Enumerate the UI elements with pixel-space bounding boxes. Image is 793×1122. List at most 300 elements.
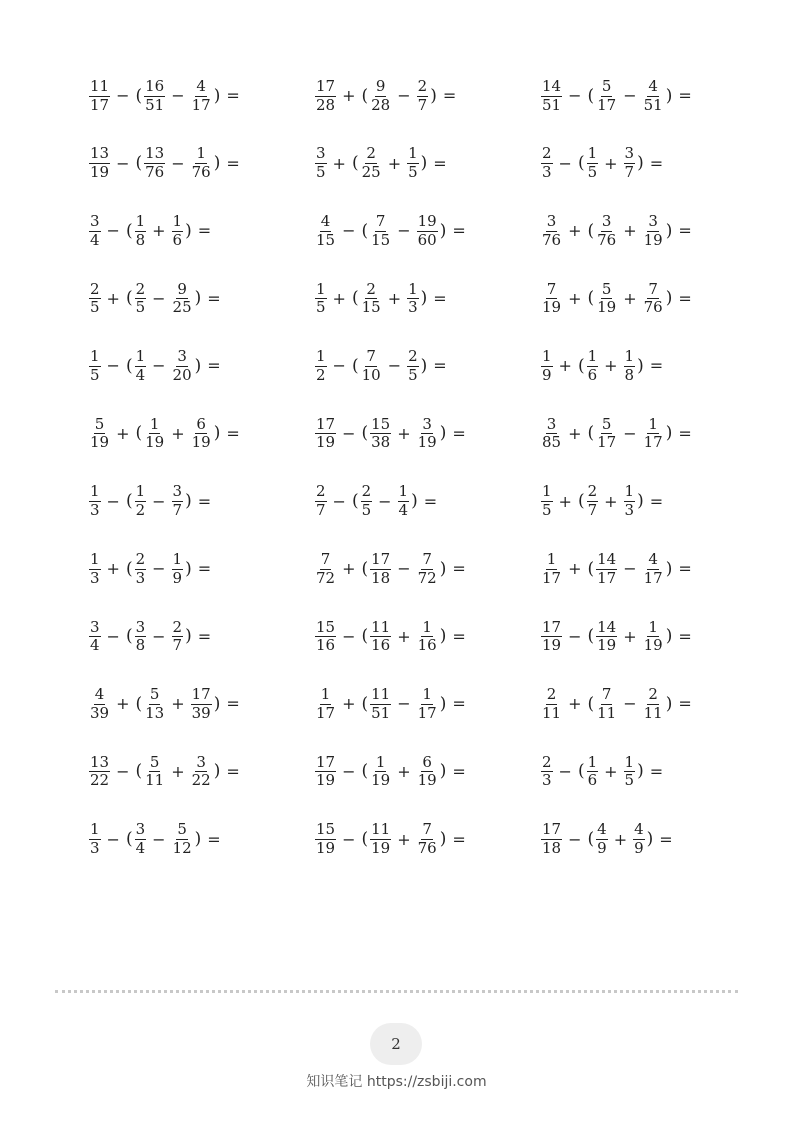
- denominator: 51: [371, 703, 391, 722]
- equals-sign: =: [207, 356, 221, 376]
- denominator: 5: [90, 298, 100, 317]
- fraction-second: [370, 617, 391, 655]
- open-paren: (: [125, 558, 133, 579]
- denominator: 17: [597, 95, 617, 114]
- fraction-second: [135, 279, 147, 317]
- open-paren: (: [587, 85, 595, 106]
- denominator: 5: [361, 501, 372, 520]
- close-paren: ): [420, 288, 428, 309]
- numerator: 9: [177, 279, 187, 298]
- denominator: 3: [135, 568, 146, 587]
- fraction-third: [172, 617, 184, 655]
- fraction-second: [144, 414, 165, 452]
- denominator: 19: [597, 298, 617, 317]
- denominator: 19: [597, 636, 617, 655]
- fraction-second: [370, 549, 391, 587]
- equals-sign: =: [197, 221, 212, 241]
- denominator: 19: [643, 636, 663, 655]
- numerator: 1: [196, 144, 206, 163]
- open-paren: (: [135, 693, 143, 714]
- operator: +: [568, 694, 582, 714]
- operator: −: [397, 559, 411, 579]
- problem-item: [88, 336, 314, 396]
- numerator: 7: [366, 347, 376, 366]
- problem-item: [540, 674, 708, 734]
- fraction-third: [417, 752, 438, 790]
- close-paren: ): [637, 761, 644, 782]
- operator: −: [342, 626, 356, 646]
- numerator: 1: [149, 414, 160, 433]
- operator: −: [558, 153, 572, 173]
- numerator: 3: [624, 144, 635, 163]
- denominator: 19: [417, 433, 437, 452]
- operator: −: [342, 829, 356, 849]
- fraction-third: [417, 211, 438, 249]
- fraction-second: [596, 279, 617, 317]
- numerator: 13: [90, 752, 110, 771]
- operator: −: [152, 626, 166, 646]
- operator: +: [342, 86, 356, 105]
- denominator: 19: [191, 433, 211, 452]
- close-paren: ): [213, 85, 221, 106]
- fraction-second: [596, 76, 617, 114]
- fraction-first: [315, 76, 336, 114]
- numerator: 17: [371, 549, 391, 568]
- fraction-third: [172, 349, 193, 384]
- operator: −: [116, 153, 130, 173]
- numerator: 2: [587, 482, 598, 501]
- numerator: 15: [371, 414, 391, 433]
- close-paren: ): [185, 626, 192, 647]
- operator: −: [623, 86, 637, 105]
- operator: −: [152, 491, 166, 511]
- close-paren: ): [439, 423, 447, 444]
- problem-item: [88, 674, 314, 734]
- fraction-first: [89, 279, 101, 317]
- open-paren: (: [587, 220, 595, 241]
- fraction-third: [191, 687, 212, 722]
- close-paren: ): [439, 220, 447, 241]
- numerator: 5: [601, 76, 612, 95]
- denominator: 4: [398, 501, 409, 520]
- problem-item: [88, 201, 314, 261]
- numerator: 17: [316, 752, 336, 771]
- close-paren: ): [665, 288, 673, 309]
- denominator: 12: [172, 839, 192, 858]
- open-paren: (: [361, 558, 369, 579]
- denominator: 10: [361, 365, 381, 384]
- fraction-second: [135, 349, 147, 384]
- numerator: 4: [648, 549, 658, 568]
- denominator: 18: [542, 839, 562, 858]
- numerator: 17: [542, 617, 562, 636]
- numerator: 11: [90, 76, 110, 95]
- numerator: 17: [542, 820, 562, 839]
- operator: −: [397, 221, 411, 241]
- fraction-first: [89, 76, 110, 114]
- equals-sign: =: [678, 694, 692, 714]
- fraction-first: [315, 822, 336, 857]
- equals-sign: =: [649, 356, 664, 376]
- numerator: 2: [366, 144, 376, 163]
- numerator: 2: [542, 144, 552, 163]
- denominator: 4: [90, 230, 100, 249]
- operator: +: [623, 221, 637, 241]
- open-paren: (: [587, 693, 595, 714]
- operator: +: [332, 153, 346, 173]
- denominator: 16: [316, 636, 336, 655]
- fraction-second: [370, 752, 391, 790]
- numerator: 6: [422, 752, 432, 771]
- numerator: 14: [597, 549, 617, 568]
- fraction-second: [370, 76, 391, 114]
- denominator: 19: [316, 771, 336, 790]
- problem-item: [88, 66, 314, 126]
- numerator: 1: [135, 347, 146, 366]
- problem-item: [88, 810, 314, 870]
- denominator: 85: [542, 433, 562, 452]
- operator: +: [397, 761, 411, 781]
- operator: −: [171, 86, 185, 105]
- problem-item: [314, 66, 540, 126]
- numerator: 1: [422, 685, 432, 704]
- fraction-first: [89, 414, 110, 452]
- operator: −: [558, 761, 572, 781]
- operator: −: [342, 423, 356, 443]
- close-paren: ): [430, 85, 437, 106]
- dotted-divider: [55, 990, 738, 993]
- numerator: 1: [587, 144, 598, 163]
- numerator: 3: [196, 752, 206, 771]
- equals-sign: =: [678, 423, 692, 443]
- fraction-second: [361, 146, 382, 181]
- operator: +: [171, 423, 185, 443]
- problem-item: [314, 472, 540, 532]
- problem-grid: [88, 66, 708, 877]
- denominator: 2: [316, 365, 326, 384]
- problem-item: [540, 404, 708, 464]
- operator: −: [568, 626, 582, 646]
- numerator: 1: [542, 347, 552, 366]
- operator: −: [623, 559, 637, 579]
- problem-item: [88, 539, 314, 599]
- denominator: 39: [191, 703, 211, 722]
- denominator: 19: [90, 163, 110, 182]
- numerator: 14: [597, 617, 617, 636]
- numerator: 5: [177, 820, 187, 839]
- denominator: 5: [408, 365, 418, 384]
- denominator: 19: [542, 636, 562, 655]
- fraction-third: [407, 146, 419, 181]
- fraction-first: [541, 752, 553, 790]
- denominator: 19: [145, 433, 165, 452]
- fraction-first: [315, 687, 336, 722]
- fraction-second: [361, 279, 382, 317]
- numerator: 16: [145, 76, 165, 95]
- denominator: 17: [417, 703, 437, 722]
- fraction-first: [315, 349, 327, 384]
- operator: +: [342, 559, 356, 579]
- denominator: 76: [417, 839, 437, 858]
- fraction-third: [172, 549, 184, 587]
- denominator: 7: [417, 95, 428, 114]
- close-paren: ): [213, 153, 221, 174]
- numerator: 7: [601, 685, 612, 704]
- numerator: 19: [417, 211, 437, 230]
- numerator: 3: [601, 211, 612, 230]
- denominator: 18: [371, 568, 391, 587]
- denominator: 76: [145, 163, 165, 182]
- numerator: 3: [172, 482, 183, 501]
- denominator: 39: [90, 703, 110, 722]
- denominator: 4: [90, 636, 100, 655]
- open-paren: (: [361, 626, 369, 647]
- denominator: 20: [172, 365, 192, 384]
- problem-item: [540, 810, 708, 870]
- numerator: 4: [94, 685, 105, 704]
- close-paren: ): [637, 491, 644, 512]
- numerator: 2: [546, 685, 557, 704]
- fraction-third: [172, 211, 184, 249]
- denominator: 15: [316, 230, 336, 249]
- operator: −: [342, 761, 356, 781]
- equals-sign: =: [678, 86, 692, 105]
- equals-sign: =: [678, 626, 692, 646]
- denominator: 7: [172, 636, 183, 655]
- numerator: 7: [648, 279, 658, 298]
- numerator: 7: [320, 549, 331, 568]
- fraction-second: [596, 687, 617, 722]
- fraction-third: [643, 687, 664, 722]
- denominator: 19: [316, 433, 336, 452]
- operator: +: [568, 423, 582, 443]
- operator: −: [568, 86, 582, 105]
- open-paren: (: [577, 491, 585, 512]
- close-paren: ): [420, 355, 428, 376]
- open-paren: (: [577, 153, 585, 174]
- fraction-first: [315, 279, 327, 317]
- denominator: 76: [597, 230, 617, 249]
- denominator: 19: [90, 433, 110, 452]
- denominator: 3: [90, 839, 100, 858]
- denominator: 17: [191, 95, 211, 114]
- fraction-third: [633, 822, 645, 857]
- fraction-third: [643, 279, 664, 317]
- open-paren: (: [135, 153, 143, 174]
- open-paren: (: [351, 288, 359, 309]
- numerator: 4: [597, 820, 607, 839]
- denominator: 25: [361, 163, 381, 182]
- fraction-first: [541, 211, 562, 249]
- fraction-third: [643, 76, 664, 114]
- fraction-third: [624, 752, 636, 790]
- numerator: 4: [320, 211, 331, 230]
- denominator: 15: [361, 298, 381, 317]
- numerator: 7: [422, 820, 432, 839]
- numerator: 1: [408, 279, 418, 298]
- close-paren: ): [411, 491, 418, 512]
- denominator: 76: [542, 230, 562, 249]
- denominator: 7: [624, 163, 635, 182]
- operator: +: [604, 761, 618, 781]
- problem-item: [540, 201, 708, 261]
- operator: +: [116, 423, 130, 443]
- close-paren: ): [213, 423, 221, 444]
- open-paren: (: [125, 491, 133, 512]
- denominator: 9: [172, 568, 183, 587]
- fraction-second: [596, 822, 608, 857]
- fraction-second: [596, 549, 617, 587]
- fraction-third: [624, 146, 636, 181]
- close-paren: ): [637, 355, 644, 376]
- open-paren: (: [361, 423, 369, 444]
- fraction-first: [89, 349, 101, 384]
- fraction-second: [587, 484, 599, 519]
- numerator: 2: [135, 279, 146, 298]
- operator: +: [342, 694, 356, 714]
- equals-sign: =: [678, 221, 692, 241]
- fraction-first: [89, 617, 101, 655]
- numerator: 1: [587, 752, 598, 771]
- footer-watermark: 知识笔记 https://zsbiji.com: [306, 1074, 487, 1090]
- denominator: 28: [371, 95, 391, 114]
- fraction-second: [370, 211, 391, 249]
- denominator: 8: [135, 230, 146, 249]
- denominator: 19: [643, 230, 663, 249]
- denominator: 17: [643, 568, 663, 587]
- close-paren: ): [665, 220, 673, 241]
- numerator: 1: [648, 617, 658, 636]
- numerator: 14: [542, 76, 562, 95]
- open-paren: (: [125, 829, 133, 850]
- denominator: 11: [643, 703, 663, 722]
- numerator: 1: [316, 347, 326, 366]
- operator: −: [106, 829, 120, 849]
- numerator: 3: [546, 211, 557, 230]
- equals-sign: =: [423, 491, 438, 511]
- fraction-second: [135, 549, 147, 587]
- equals-sign: =: [197, 491, 212, 511]
- denominator: 9: [634, 839, 644, 858]
- numerator: 3: [648, 211, 658, 230]
- equals-sign: =: [452, 829, 466, 849]
- problem-item: [88, 742, 314, 802]
- numerator: 1: [172, 549, 183, 568]
- numerator: 1: [546, 549, 557, 568]
- open-paren: (: [125, 288, 133, 309]
- denominator: 3: [90, 501, 100, 520]
- denominator: 7: [587, 501, 598, 520]
- numerator: 3: [135, 617, 146, 636]
- numerator: 3: [316, 144, 326, 163]
- numerator: 4: [648, 76, 658, 95]
- numerator: 17: [316, 76, 336, 95]
- fraction-third: [191, 76, 212, 114]
- open-paren: (: [587, 423, 595, 444]
- denominator: 51: [542, 95, 562, 114]
- equals-sign: =: [678, 288, 692, 308]
- numerator: 4: [634, 820, 644, 839]
- close-paren: ): [185, 558, 192, 579]
- operator: −: [106, 626, 120, 646]
- denominator: 76: [191, 163, 211, 182]
- operator: +: [106, 288, 120, 308]
- numerator: 5: [149, 752, 160, 771]
- close-paren: ): [439, 829, 447, 850]
- numerator: 1: [624, 347, 635, 366]
- denominator: 19: [417, 771, 437, 790]
- close-paren: ): [194, 288, 202, 309]
- denominator: 7: [172, 501, 183, 520]
- fraction-second: [135, 484, 147, 519]
- operator: −: [397, 694, 411, 714]
- numerator: 1: [320, 685, 331, 704]
- denominator: 5: [135, 298, 146, 317]
- denominator: 2: [135, 501, 146, 520]
- fraction-third: [624, 484, 636, 519]
- denominator: 4: [135, 365, 146, 384]
- denominator: 19: [316, 839, 336, 858]
- open-paren: (: [361, 693, 369, 714]
- open-paren: (: [361, 829, 369, 850]
- fraction-first: [541, 279, 562, 317]
- operator: +: [387, 153, 402, 173]
- fraction-third: [643, 414, 664, 452]
- fraction-first: [89, 146, 110, 181]
- denominator: 8: [624, 365, 635, 384]
- operator: +: [604, 356, 618, 376]
- close-paren: ): [665, 558, 673, 579]
- problem-item: [88, 404, 314, 464]
- equals-sign: =: [452, 761, 466, 781]
- numerator: 2: [366, 279, 376, 298]
- fraction-third: [398, 484, 410, 519]
- numerator: 2: [361, 482, 372, 501]
- operator: +: [558, 356, 572, 376]
- fraction-third: [172, 822, 193, 857]
- denominator: 5: [587, 163, 598, 182]
- problem-item: [540, 539, 708, 599]
- operator: +: [623, 626, 637, 646]
- numerator: 5: [94, 414, 105, 433]
- open-paren: (: [587, 288, 595, 309]
- close-paren: ): [194, 829, 202, 850]
- numerator: 7: [422, 549, 432, 568]
- fraction-first: [315, 549, 336, 587]
- numerator: 1: [422, 617, 432, 636]
- close-paren: ): [439, 761, 447, 782]
- numerator: 2: [90, 279, 100, 298]
- close-paren: ): [194, 355, 202, 376]
- denominator: 7: [316, 501, 326, 520]
- denominator: 5: [408, 163, 418, 182]
- numerator: 1: [375, 752, 386, 771]
- open-paren: (: [135, 85, 143, 106]
- close-paren: ): [637, 153, 644, 174]
- denominator: 3: [542, 771, 552, 790]
- denominator: 17: [90, 95, 110, 114]
- problem-item: [314, 134, 540, 194]
- operator: −: [623, 694, 637, 714]
- numerator: 1: [316, 279, 326, 298]
- numerator: 2: [648, 685, 658, 704]
- equals-sign: =: [649, 491, 664, 511]
- open-paren: (: [351, 153, 359, 174]
- operator: −: [332, 491, 346, 511]
- problem-item: [540, 336, 708, 396]
- denominator: 13: [145, 703, 165, 722]
- problem-item: [314, 742, 540, 802]
